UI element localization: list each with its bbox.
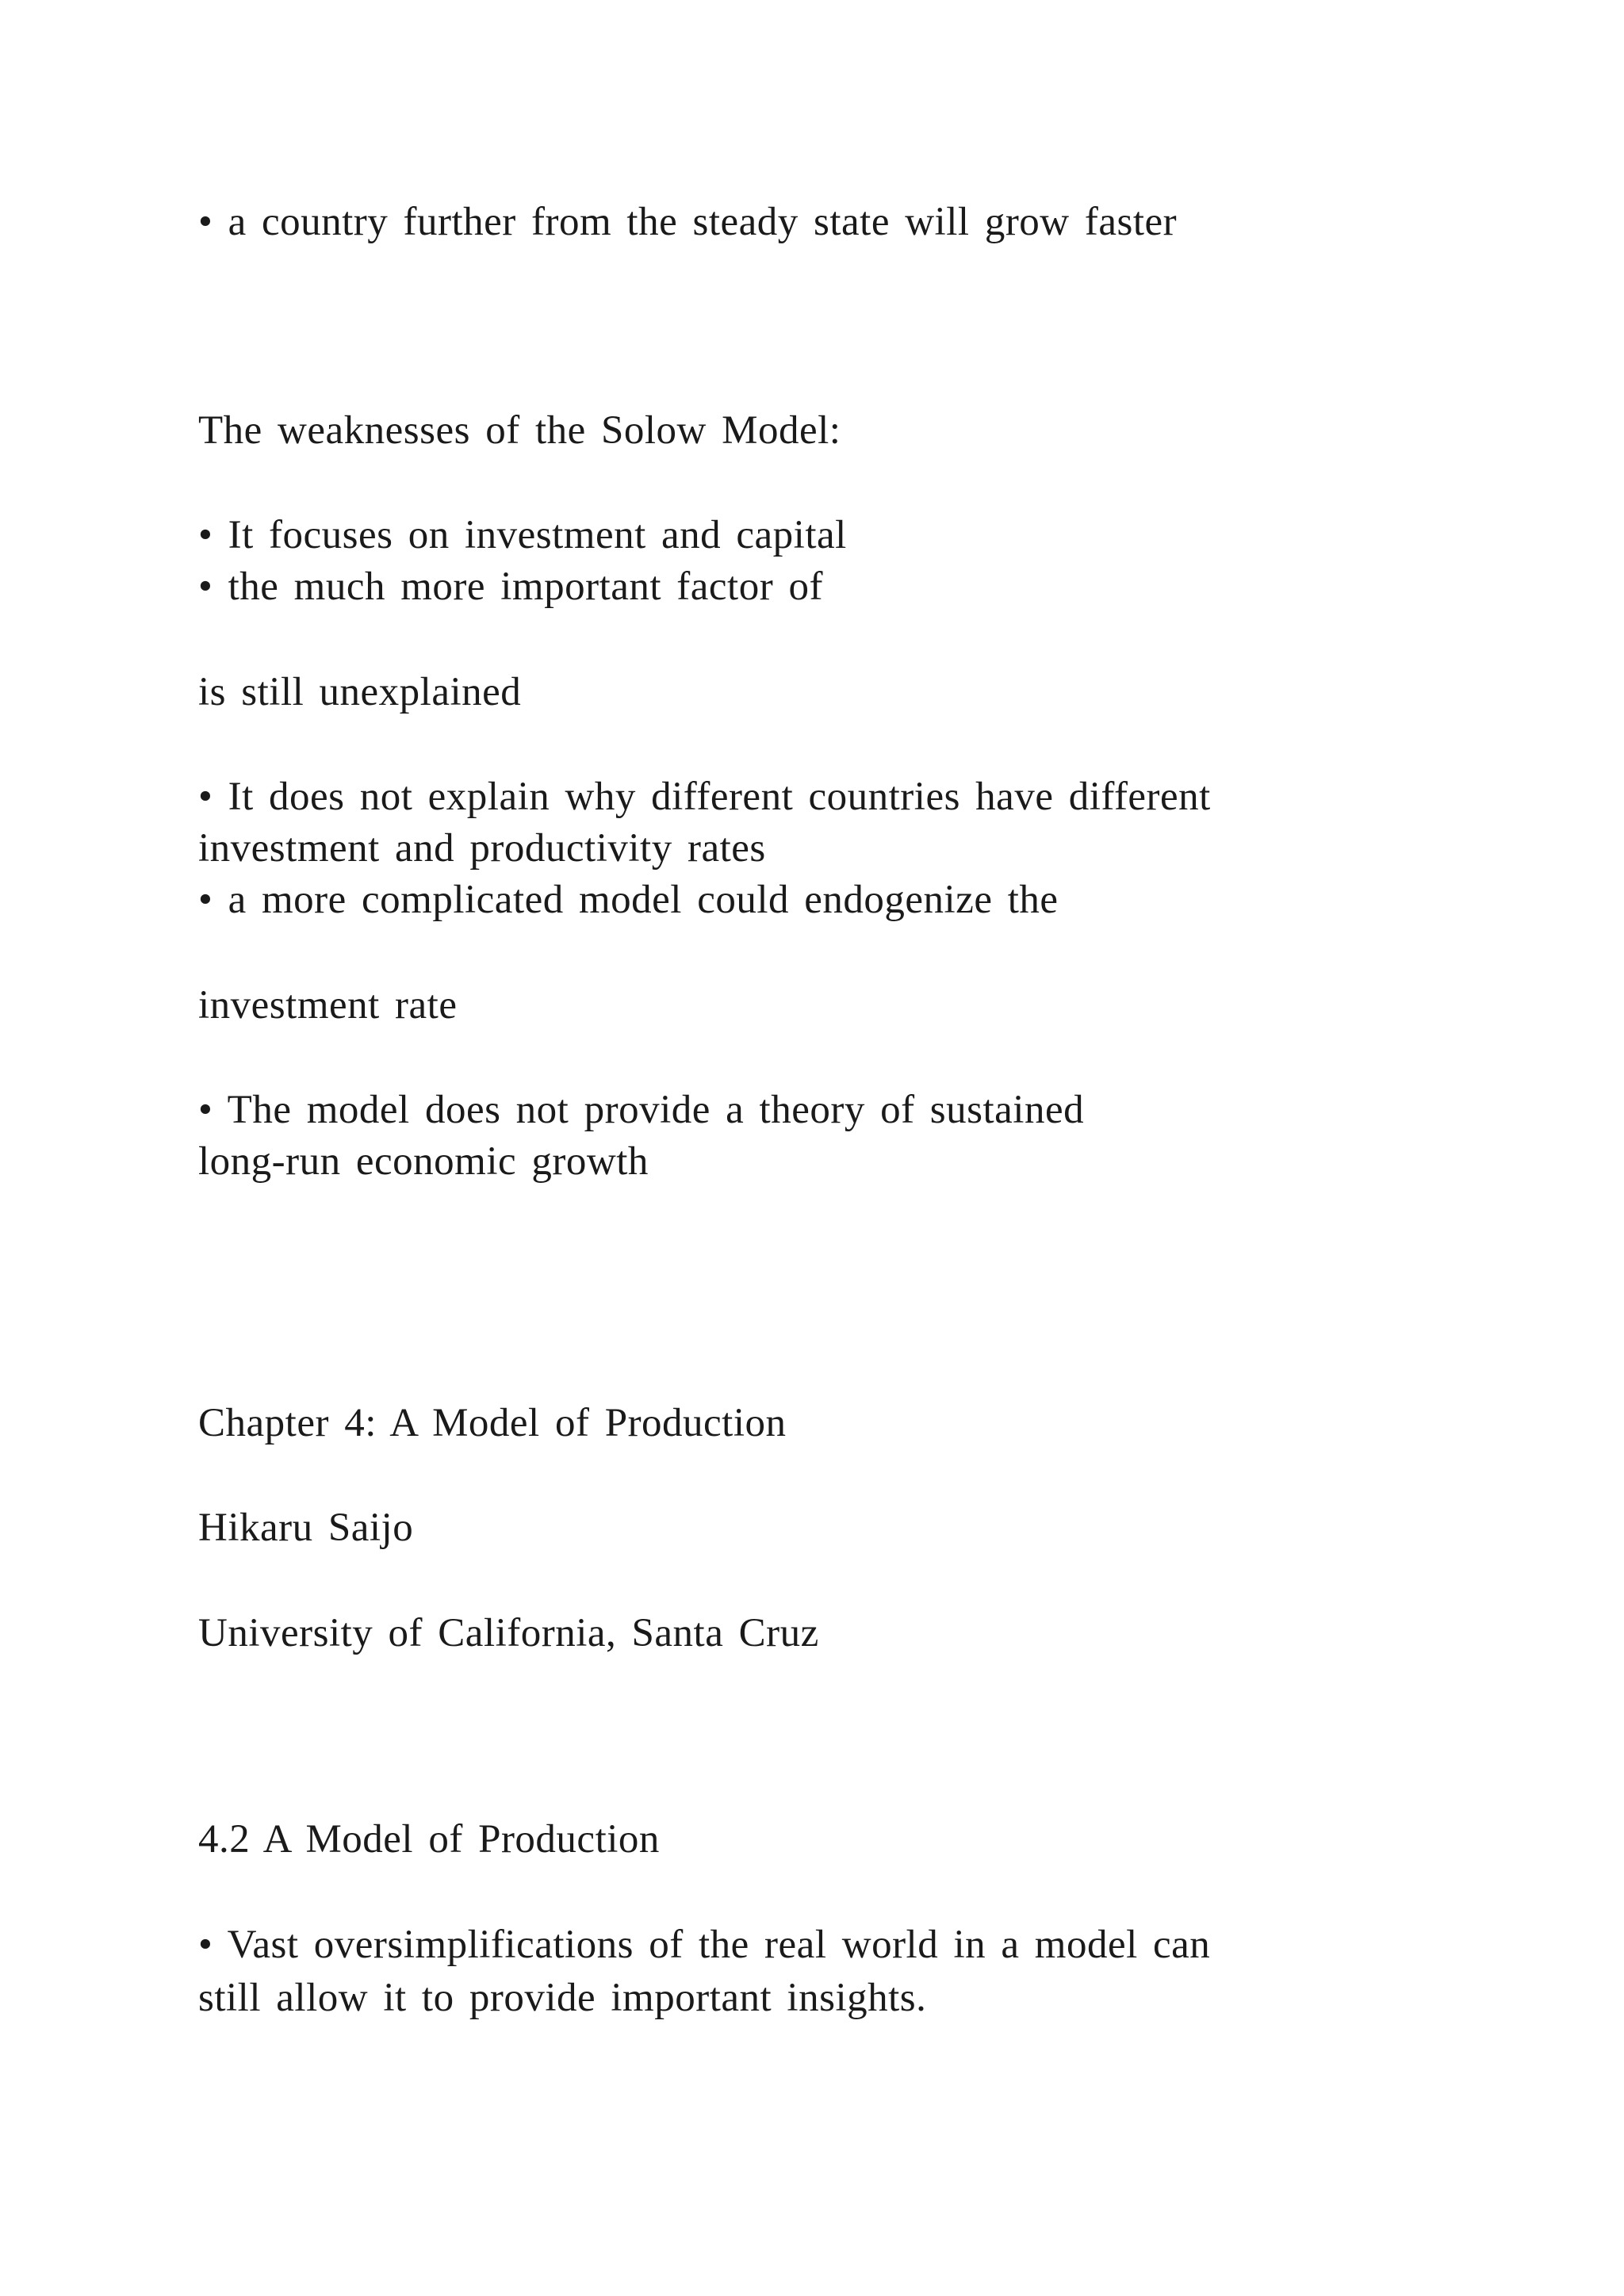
bullet-complicated-model: • a more complicated model could endogenize the [198,878,1059,922]
author-affiliation: University of California, Santa Cruz [198,1611,819,1655]
chapter-title: Chapter 4: A Model of Production [198,1401,787,1445]
bullet-investment-capital: • It focuses on investment and capital [198,513,847,557]
text-investment-rate: investment rate [198,983,458,1027]
bullet-sustained-growth: • The model does not provide a theory of sustained [198,1088,1085,1132]
text-long-run-growth: long-run economic growth [198,1139,649,1184]
bullet-oversimplifications: • Vast oversimplifications of the real world in a model can [198,1923,1211,1967]
text-important-insights: still allow it to provide important insights. [198,1976,927,2020]
bullet-different-countries: • It does not explain why different countries have different [198,775,1211,819]
author-name: Hikaru Saijo [198,1506,414,1550]
text-investment-productivity: investment and productivity rates [198,826,766,871]
text-still-unexplained: is still unexplained [198,670,522,714]
bullet-important-factor: • the much more important factor of [198,564,823,609]
section-heading: 4.2 A Model of Production [198,1817,660,1862]
bullet-steady-state-growth: • a country further from the steady state will grow faster [198,200,1178,244]
heading-solow-weaknesses: The weaknesses of the Solow Model: [198,408,841,453]
